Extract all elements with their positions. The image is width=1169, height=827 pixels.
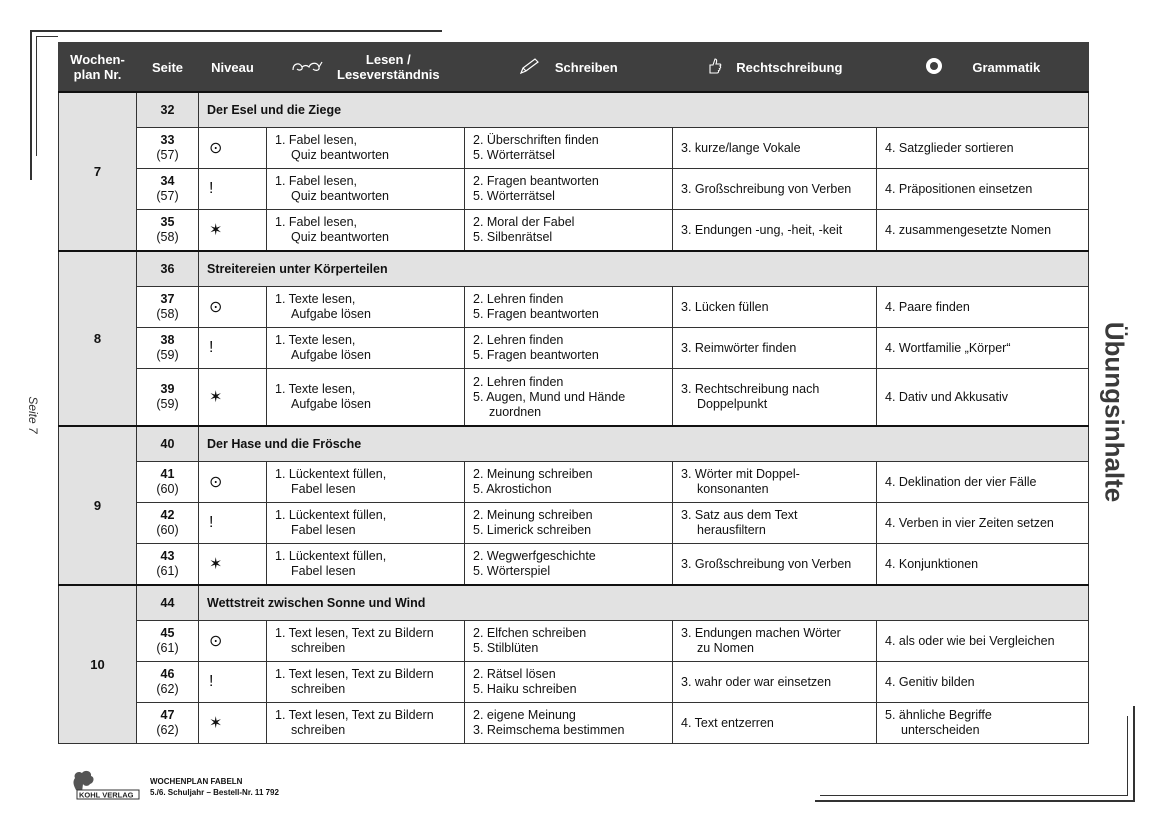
cell-line: 5. Wörterrätsel	[473, 148, 555, 162]
reading-cell	[267, 210, 465, 252]
cell-line: 3. wahr oder war einsetzen	[681, 674, 832, 689]
cell-line: Fabel lesen	[291, 564, 356, 578]
page-sub: (58)	[156, 307, 179, 321]
week-number: 10	[59, 585, 137, 744]
cell-line: 1. Lückentext füllen,	[275, 549, 387, 563]
frame-line	[1127, 716, 1128, 796]
page-cell	[137, 128, 199, 169]
page-cell	[137, 462, 199, 503]
cell-line: 1. Lückentext füllen,	[275, 467, 387, 481]
page-number: 46	[160, 667, 175, 681]
frame-line	[1133, 706, 1135, 802]
cell-line: 2. Fragen beantworten	[473, 174, 599, 188]
header-row	[59, 43, 1089, 93]
cell-line: zuordnen	[489, 404, 542, 419]
cell-line: 5. Akrostichon	[473, 482, 552, 496]
cell-line: 1. Fabel lesen,	[275, 133, 357, 147]
reading-cell	[267, 287, 465, 328]
cell-line: 3. kurze/lange Vokale	[681, 140, 801, 155]
table-row	[59, 169, 1089, 210]
frame-line	[815, 800, 1135, 802]
writing-cell	[465, 369, 673, 427]
footer-line-2: 5./6. Schuljahr – Bestell-Nr. 11 792	[150, 788, 279, 797]
cell-line: 5. Limerick schreiben	[473, 523, 592, 537]
frame-line	[820, 795, 1128, 796]
header-reading: Lesen / Leseverständnis	[267, 43, 465, 93]
page-number: 39	[160, 382, 175, 396]
level-icon: ⊙	[199, 128, 267, 169]
spelling-cell	[673, 703, 877, 744]
page-cell	[137, 662, 199, 703]
page-sub: (58)	[156, 230, 179, 244]
table-row	[59, 462, 1089, 503]
page-number: 38	[160, 333, 175, 347]
pencil-icon	[519, 57, 541, 78]
cell-line: Fabel lesen	[291, 482, 356, 496]
page-sub: (59)	[156, 348, 179, 362]
page-cell	[137, 503, 199, 544]
writing-cell	[465, 621, 673, 662]
cell-line: schreiben	[291, 641, 346, 655]
svg-text:KOHL VERLAG: KOHL VERLAG	[79, 790, 134, 800]
cell-line: konsonanten	[697, 482, 769, 496]
frame-line	[36, 36, 37, 156]
page-sub: (61)	[156, 641, 179, 655]
spelling-cell	[673, 328, 877, 369]
footer-line-1: WOCHENPLAN FABELN	[150, 777, 243, 786]
grammar-cell	[877, 503, 1089, 544]
writing-cell	[465, 210, 673, 252]
writing-cell	[465, 703, 673, 744]
side-title: Übungsinhalte	[1099, 321, 1130, 503]
grammar-cell	[877, 703, 1089, 744]
table-row	[59, 328, 1089, 369]
cell-line: 2. Meinung schreiben	[473, 467, 593, 481]
cell-line: 2. Meinung schreiben	[473, 508, 593, 522]
page-cell	[137, 328, 199, 369]
page-sub: (61)	[156, 564, 179, 578]
reading-cell	[267, 662, 465, 703]
spelling-cell	[673, 369, 877, 427]
spelling-cell	[673, 210, 877, 252]
frame-line	[30, 30, 442, 32]
table-row	[59, 287, 1089, 328]
grammar-cell	[877, 621, 1089, 662]
cell-line: 3. Großschreibung von Verben	[681, 556, 852, 571]
cell-line: 5. ähnliche Begriffe	[885, 708, 992, 722]
week-title-row	[59, 251, 1089, 287]
page-cell	[137, 621, 199, 662]
page-label: Seite 7	[26, 396, 40, 434]
cell-line: 2. Wegwerfgeschichte	[473, 549, 596, 563]
reading-cell	[267, 128, 465, 169]
page-number: 43	[160, 549, 175, 563]
cell-line: 5. Wörterspiel	[473, 564, 551, 578]
page-number: 33	[160, 133, 175, 147]
fable-title: Wettstreit zwischen Sonne und Wind	[199, 585, 1089, 621]
level-icon: ⊙	[199, 462, 267, 503]
writing-cell	[465, 328, 673, 369]
cell-line: 1. Texte lesen,	[275, 333, 356, 347]
page-sub: (57)	[156, 189, 179, 203]
cell-line: Doppelpunkt	[697, 397, 768, 411]
cell-line: 3. Reimschema bestimmen	[473, 723, 625, 737]
cell-line: 4. Text entzerren	[681, 715, 774, 730]
cell-line: herausfiltern	[697, 523, 766, 537]
page-number: 42	[160, 508, 175, 522]
reading-cell	[267, 328, 465, 369]
page-cell	[137, 544, 199, 586]
spelling-cell	[673, 462, 877, 503]
cell-line: 4. Satzglieder sortieren	[885, 140, 1014, 155]
writing-cell	[465, 503, 673, 544]
cell-line: 4. Paare finden	[885, 299, 970, 314]
publisher-logo	[66, 768, 140, 800]
cell-line: 3. Großschreibung von Verben	[681, 181, 852, 196]
cell-line: 3. Wörter mit Doppel-	[681, 467, 800, 481]
cell-line: 5. Stilblüten	[473, 641, 539, 655]
cell-line: 4. Präpositionen einsetzen	[885, 181, 1033, 196]
level-icon: ✶	[199, 369, 267, 427]
fable-title: Der Hase und die Frösche	[199, 426, 1089, 462]
page-number: 41	[160, 467, 175, 481]
cell-line: 2. eigene Meinung	[473, 708, 576, 722]
cell-line: 4. Verben in vier Zeiten setzen	[885, 515, 1054, 530]
fable-title: Der Esel und die Ziege	[199, 92, 1089, 128]
grammar-cell	[877, 369, 1089, 427]
reading-cell	[267, 544, 465, 586]
cell-line: 1. Texte lesen,	[275, 292, 356, 306]
cell-line: Quiz beantworten	[291, 230, 389, 244]
cell-line: 1. Fabel lesen,	[275, 174, 357, 188]
header-level: Niveau	[199, 43, 267, 93]
cell-line: 5. Wörterrätsel	[473, 189, 555, 203]
reading-cell	[267, 169, 465, 210]
level-icon: ✶	[199, 544, 267, 586]
reading-cell	[267, 703, 465, 744]
thumbs-up-icon	[707, 57, 723, 78]
level-icon: ✶	[199, 210, 267, 252]
writing-cell	[465, 169, 673, 210]
cell-line: Quiz beantworten	[291, 148, 389, 162]
cell-line: 3. Rechtschreibung nach	[681, 382, 820, 396]
table-row	[59, 503, 1089, 544]
level-icon: ⊙	[199, 621, 267, 662]
cell-line: Quiz beantworten	[291, 189, 389, 203]
reading-cell	[267, 462, 465, 503]
cell-line: 5. Fragen beantworten	[473, 348, 599, 362]
table-row	[59, 369, 1089, 427]
footer-text	[150, 776, 279, 798]
cell-line: 2. Überschriften finden	[473, 133, 599, 147]
cell-line: 4. Wortfamilie „Körper“	[885, 340, 1011, 355]
cell-line: 3. Reimwörter finden	[681, 340, 797, 355]
title-page: 44	[137, 585, 199, 621]
page-cell	[137, 703, 199, 744]
page-cell	[137, 369, 199, 427]
header-week: Wochen- plan Nr.	[59, 43, 137, 93]
page-number: 35	[160, 215, 175, 229]
grammar-cell	[877, 662, 1089, 703]
page-sub: (62)	[156, 723, 179, 737]
cell-line: 1. Lückentext füllen,	[275, 508, 387, 522]
level-icon: ⊙	[199, 287, 267, 328]
header-grammar: Grammatik	[877, 43, 1089, 93]
cell-line: 4. Genitiv bilden	[885, 674, 975, 689]
table-row	[59, 662, 1089, 703]
grammar-cell	[877, 462, 1089, 503]
cell-line: 2. Lehren finden	[473, 333, 564, 347]
fable-title: Streitereien unter Körperteilen	[199, 251, 1089, 287]
level-icon: ✶	[199, 703, 267, 744]
writing-cell	[465, 662, 673, 703]
cell-line: 1. Text lesen, Text zu Bildern	[275, 626, 434, 640]
header-spelling: Rechtschreibung	[673, 43, 877, 93]
week-title-row	[59, 585, 1089, 621]
cell-line: 5. Fragen beantworten	[473, 307, 599, 321]
level-icon: !	[199, 662, 267, 703]
reading-cell	[267, 621, 465, 662]
page-sub: (60)	[156, 523, 179, 537]
cell-line: zu Nomen	[697, 641, 754, 655]
level-icon: !	[199, 503, 267, 544]
target-icon	[925, 57, 943, 78]
page-cell	[137, 169, 199, 210]
cell-line: Aufgabe lösen	[291, 348, 371, 362]
cell-line: 2. Elfchen schreiben	[473, 626, 587, 640]
cell-line: 2. Rätsel lösen	[473, 667, 556, 681]
cell-line: 1. Text lesen, Text zu Bildern	[275, 667, 434, 681]
cell-line: 4. Konjunktionen	[885, 556, 979, 571]
frame-line	[30, 30, 32, 180]
cell-line: Aufgabe lösen	[291, 397, 371, 411]
glasses-icon	[291, 59, 323, 76]
cell-line: 4. als oder wie bei Vergleichen	[885, 633, 1055, 648]
spelling-cell	[673, 287, 877, 328]
cell-line: 4. Deklination der vier Fälle	[885, 474, 1037, 489]
week-number: 7	[59, 92, 137, 251]
cell-line: 5. Augen, Mund und Hände	[473, 389, 626, 404]
spelling-cell	[673, 621, 877, 662]
week-title-row	[59, 426, 1089, 462]
cell-line: 5. Haiku schreiben	[473, 682, 577, 696]
title-page: 40	[137, 426, 199, 462]
page-cell	[137, 210, 199, 252]
grammar-cell	[877, 128, 1089, 169]
level-icon: !	[199, 169, 267, 210]
cell-line: 4. zusammengesetzte Nomen	[885, 222, 1052, 237]
cell-line: 2. Lehren finden	[473, 292, 564, 306]
cell-line: 2. Lehren finden	[473, 374, 564, 389]
cell-line: 1. Texte lesen,	[275, 382, 356, 396]
page-sub: (57)	[156, 148, 179, 162]
cell-line: 3. Lücken füllen	[681, 299, 769, 314]
page-number: 45	[160, 626, 175, 640]
cell-line: 1. Fabel lesen,	[275, 215, 357, 229]
grammar-cell	[877, 169, 1089, 210]
spelling-cell	[673, 503, 877, 544]
cell-line: Aufgabe lösen	[291, 307, 371, 321]
grammar-cell	[877, 287, 1089, 328]
cell-line: 3. Satz aus dem Text	[681, 508, 798, 522]
week-number: 8	[59, 251, 137, 426]
title-page: 36	[137, 251, 199, 287]
grammar-cell	[877, 210, 1089, 252]
page-number: 34	[160, 174, 175, 188]
page-sub: (62)	[156, 682, 179, 696]
writing-cell	[465, 544, 673, 586]
page-number: 47	[160, 708, 175, 722]
table-row	[59, 544, 1089, 586]
page-sub: (60)	[156, 482, 179, 496]
writing-cell	[465, 128, 673, 169]
title-page: 32	[137, 92, 199, 128]
level-icon: !	[199, 328, 267, 369]
cell-line: 3. Endungen machen Wörter	[681, 626, 841, 640]
header-page: Seite	[137, 43, 199, 93]
grammar-cell	[877, 328, 1089, 369]
weekly-plan-table	[58, 42, 1089, 744]
cell-line: 2. Moral der Fabel	[473, 215, 575, 229]
cell-line: 3. Endungen -ung, -heit, -keit	[681, 222, 843, 237]
frame-line	[36, 36, 58, 37]
spelling-cell	[673, 662, 877, 703]
cell-line: schreiben	[291, 723, 346, 737]
cell-line: 4. Dativ und Akkusativ	[885, 389, 1008, 404]
page-cell	[137, 287, 199, 328]
header-writing: Schreiben	[465, 43, 673, 93]
table-row	[59, 128, 1089, 169]
table-row	[59, 621, 1089, 662]
spelling-cell	[673, 128, 877, 169]
page-sub: (59)	[156, 397, 179, 411]
spelling-cell	[673, 544, 877, 586]
week-number: 9	[59, 426, 137, 585]
writing-cell	[465, 462, 673, 503]
cell-line: Fabel lesen	[291, 523, 356, 537]
page-number: 37	[160, 292, 175, 306]
grammar-cell	[877, 544, 1089, 586]
writing-cell	[465, 287, 673, 328]
cell-line: schreiben	[291, 682, 346, 696]
week-title-row	[59, 92, 1089, 128]
table-row	[59, 210, 1089, 252]
cell-line: unterscheiden	[901, 723, 980, 737]
cell-line: 5. Silbenrätsel	[473, 230, 553, 244]
reading-cell	[267, 503, 465, 544]
spelling-cell	[673, 169, 877, 210]
table-row	[59, 703, 1089, 744]
cell-line: 1. Text lesen, Text zu Bildern	[275, 708, 434, 722]
reading-cell	[267, 369, 465, 427]
